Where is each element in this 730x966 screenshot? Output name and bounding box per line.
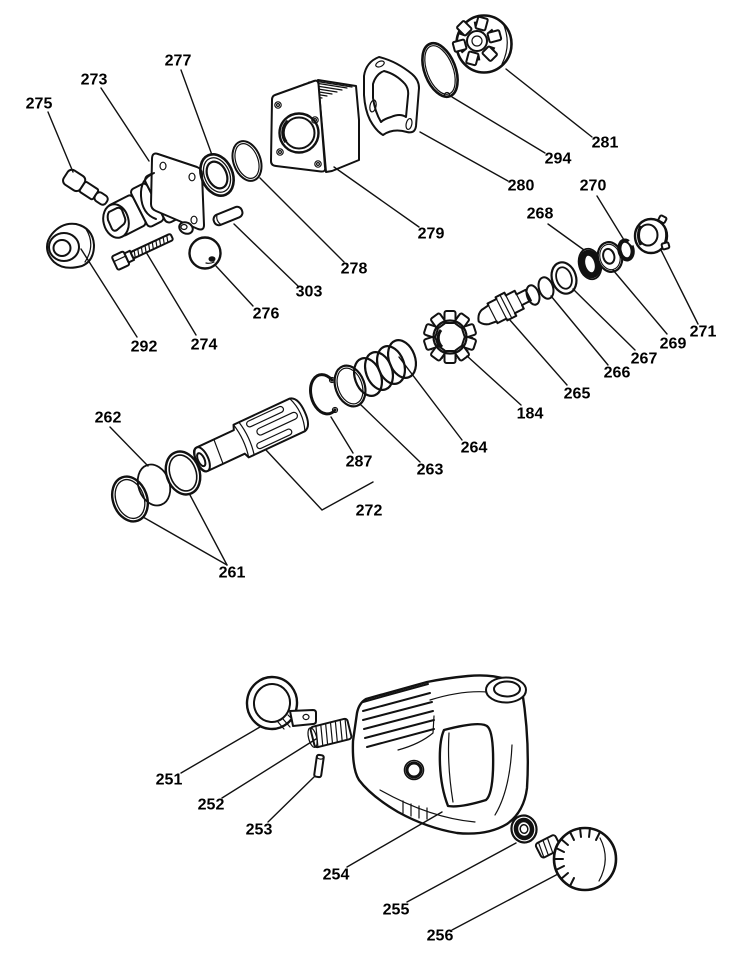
part-273-spindle-housing bbox=[100, 154, 204, 246]
part-label-251: 251 bbox=[155, 771, 183, 789]
part-label-253: 253 bbox=[245, 821, 273, 839]
leader-line-262 bbox=[110, 427, 148, 466]
leader-line-278 bbox=[260, 178, 344, 262]
part-label-294: 294 bbox=[544, 150, 572, 168]
part-label-292: 292 bbox=[130, 338, 158, 356]
part-label-262: 262 bbox=[94, 409, 122, 427]
part-label-264: 264 bbox=[460, 439, 488, 457]
part-label-279: 279 bbox=[417, 225, 445, 243]
leader-line-287 bbox=[331, 417, 353, 453]
part-271-retainer-cap bbox=[635, 215, 670, 253]
leader-line-264 bbox=[399, 357, 462, 440]
part-label-287: 287 bbox=[345, 453, 373, 471]
part-label-280: 280 bbox=[507, 177, 535, 195]
part-label-277: 277 bbox=[164, 52, 192, 70]
leader-line-276 bbox=[216, 266, 253, 306]
part-261-ring-left bbox=[106, 472, 154, 527]
leader-line-266 bbox=[551, 296, 608, 365]
part-280-gasket bbox=[364, 57, 419, 135]
part-270-retaining-ring bbox=[618, 239, 635, 260]
leader-line-268 bbox=[548, 224, 584, 250]
part-label-256: 256 bbox=[426, 927, 454, 945]
leader-line-265 bbox=[509, 319, 567, 385]
part-label-303: 303 bbox=[295, 283, 323, 301]
leader-line-269 bbox=[613, 270, 667, 334]
part-303-pin bbox=[212, 205, 244, 226]
leader-line-280 bbox=[420, 132, 508, 181]
part-label-281: 281 bbox=[591, 134, 619, 152]
leader-line-271 bbox=[661, 250, 698, 324]
part-label-273: 273 bbox=[80, 71, 108, 89]
part-label-272: 272 bbox=[355, 502, 383, 520]
part-label-278: 278 bbox=[340, 260, 368, 278]
leader-line-251 bbox=[181, 727, 260, 773]
leader-line-267 bbox=[573, 289, 635, 350]
part-264-spring bbox=[349, 336, 421, 400]
part-265-striker bbox=[472, 284, 534, 333]
part-label-184: 184 bbox=[516, 405, 544, 423]
part-label-274: 274 bbox=[190, 336, 218, 354]
part-279-cylinder bbox=[271, 80, 359, 172]
part-label-275: 275 bbox=[25, 95, 53, 113]
part-label-267: 267 bbox=[630, 350, 658, 368]
leader-line-274 bbox=[146, 252, 196, 335]
part-272-piston bbox=[189, 395, 312, 478]
part-292-bushing bbox=[47, 224, 94, 268]
part-184-ratchet-gear bbox=[424, 311, 477, 363]
part-label-252: 252 bbox=[197, 796, 225, 814]
part-275-screw bbox=[61, 168, 111, 209]
leader-line-281 bbox=[506, 69, 592, 137]
part-label-270: 270 bbox=[579, 177, 607, 195]
part-label-268: 268 bbox=[526, 205, 554, 223]
part-253-pin bbox=[314, 755, 324, 778]
part-label-266: 266 bbox=[603, 364, 631, 382]
leader-line-270 bbox=[597, 196, 624, 240]
part-label-254: 254 bbox=[322, 866, 350, 884]
part-281-bearing-cap bbox=[453, 16, 512, 73]
leader-line-303 bbox=[234, 224, 298, 286]
bottom-assembly bbox=[244, 675, 616, 890]
leader-line-277 bbox=[181, 70, 212, 155]
part-label-276: 276 bbox=[252, 305, 280, 323]
leader-line-256 bbox=[452, 874, 558, 930]
leader-line-275 bbox=[48, 112, 73, 172]
part-label-255: 255 bbox=[382, 901, 410, 919]
leader-line-254 bbox=[347, 812, 442, 867]
leader-line-273 bbox=[101, 88, 149, 161]
leader-line-255 bbox=[407, 843, 516, 902]
part-label-271: 271 bbox=[689, 323, 717, 341]
leader-line-294 bbox=[452, 97, 545, 153]
part-label-261: 261 bbox=[218, 564, 246, 582]
part-label-269: 269 bbox=[659, 335, 687, 353]
leader-line-184 bbox=[467, 356, 521, 405]
part-287-snap-ring bbox=[311, 375, 338, 414]
part-label-265: 265 bbox=[563, 385, 591, 403]
part-254-motor-housing bbox=[353, 675, 528, 833]
leader-line-279 bbox=[334, 167, 419, 227]
leader-line-253 bbox=[268, 777, 314, 822]
callouts bbox=[26, 53, 717, 945]
part-276-ball bbox=[190, 238, 221, 269]
part-256-knob bbox=[535, 828, 616, 890]
part-251-clamp bbox=[244, 675, 316, 732]
part-label-263: 263 bbox=[416, 461, 444, 479]
